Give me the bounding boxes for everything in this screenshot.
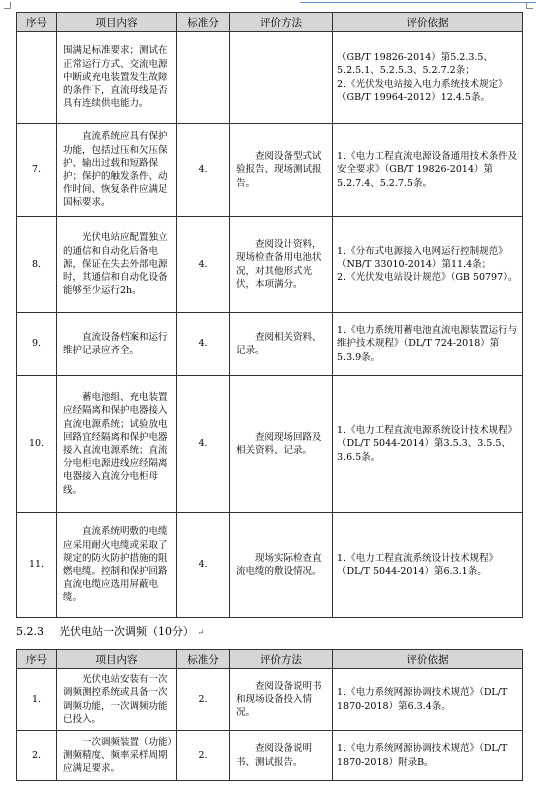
header-method: 评价方法 [230,13,333,32]
header-method: 评价方法 [230,650,333,669]
row-no [17,32,57,124]
table-header-row [17,13,523,32]
row-basis: 1.《电力工程直流电源系统设计技术规程》（DL/T 5044-2014）第3.5.3、3.5.5、3.6.5条。 [333,376,523,513]
row-no: 2. [17,731,57,781]
row-score: 4. [177,376,230,513]
section-heading [16,623,204,639]
row-item: 直流系统明敷的电缆应采用耐火电缆或采取了规定的防火防护措施的阻燃电缆。控制和保护回路直流电缆应选用屏蔽电缆。 [57,513,177,618]
table-row [17,731,523,781]
row-score: 4. [177,217,230,313]
header-score: 标准分 [177,13,230,32]
header-basis: 评价依据 [333,650,523,669]
row-method: 现场实际检查直流电缆的敷设情况。 [230,513,333,618]
row-basis: 1.《电力系统网源协调技术规范》（DL/T 1870-2018）附录B。 [333,731,523,781]
row-method: 查阅设计资料，现场检查备用电池状况，对其他形式光伏，本项满分。 [230,217,333,313]
row-no: 11. [17,513,57,618]
table-row [17,32,523,124]
row-score: 4. [177,124,230,217]
row-score: 2. [177,669,230,731]
header-no: 序号 [17,13,57,32]
row-basis: 1.《电力工程直流电源设备通用技术条件及安全要求》（GB/T 19826-2014）第5.2.7.4、5.2.7.5条。 [333,124,523,217]
table-row [17,669,523,731]
row-basis: 1.《电力工程直流系统设计技术规程》（DL/T 5044-2014）第6.3.1条。 [333,513,523,618]
section-number: 5.2.3 [16,625,44,638]
row-basis: （GB/T 19826-2014）第5.2.3.5、5.2.5.1、5.2.5.3、5.2.7.2条； 2.《光伏发电站接入电力系统技术规定》（GB/T 19964-2012）12.4.5条。 [333,32,523,124]
row-item: 一次调频装置（功能）测频精度、频率采样周期应满足要求。 [57,731,177,781]
row-score: 4. [177,313,230,376]
table-row [17,376,523,513]
row-method: 查阅设备说明书、测试报告。 [230,731,333,781]
row-score: 2. [177,731,230,781]
paragraph-mark-icon [198,628,205,637]
row-method: 查阅现场回路及相关资料、记录。 [230,376,333,513]
row-no: 8. [17,217,57,313]
header-score: 标准分 [177,650,230,669]
row-item: 蓄电池组、充电装置应经隔离和保护电器接入直流电源系统；试验放电回路宜经隔离和保护电器接入直流电源系统；直流分电柜电源进线应经隔离电器接入直流分电柜母线。 [57,376,177,513]
crop-mark-left [4,2,11,9]
table-row [17,513,523,618]
table-row [17,217,523,313]
row-item: 直流设备档案和运行维护记录应齐全。 [57,313,177,376]
header-basis: 评价依据 [333,13,523,32]
evaluation-table-frequency-regulation [16,649,523,781]
crop-mark-right [526,2,533,9]
row-score [177,32,230,124]
page-top-rule [300,2,536,3]
table-row [17,313,523,376]
row-no: 7. [17,124,57,217]
evaluation-table-dc-system [16,12,523,618]
row-method: 查阅相关资料、记录。 [230,313,333,376]
row-method: 查阅设备说明书和现场设备投入情况。 [230,669,333,731]
table-row [17,124,523,217]
row-score: 4. [177,513,230,618]
header-item: 项目内容 [57,13,177,32]
header-item: 项目内容 [57,650,177,669]
row-no: 9. [17,313,57,376]
row-basis: 1.《分布式电源接入电网运行控制规范》（NB/T 33010-2014）第11.4条； 2.《光伏发电站设计规范》（GB 50797）。 [333,217,523,313]
row-item: 围满足标准要求；测试在正常运行方式、交流电源中断或充电装置发生故障的条件下，直流母线是否具有连续供电能力。 [57,32,177,124]
row-item: 光伏电站应配置独立的通信和自动化后备电源，保证在失去外部电源时，其通信和自动化设备能够至少运行2h。 [57,217,177,313]
section-title: 光伏电站一次调频（10分） [59,625,194,638]
row-basis: 1.《电力系统用蓄电池直流电源装置运行与维护技术规程》（DL/T 724-2018）第5.3.9条。 [333,313,523,376]
header-no: 序号 [17,650,57,669]
table-header-row [17,650,523,669]
row-item: 直流系统应具有保护功能，包括过压和欠压保护、输出过载和短路保护；保护的触发条件、动作时间、恢复条件应满足国标要求。 [57,124,177,217]
row-no: 1. [17,669,57,731]
row-method [230,32,333,124]
row-no: 10. [17,376,57,513]
row-item: 光伏电站安装有一次调频测控系统或具备一次调频功能，一次调频功能已投入。 [57,669,177,731]
row-basis: 1.《电力系统网源协调技术规范》（DL/T 1870-2018）第6.3.4条。 [333,669,523,731]
row-method: 查阅设备型式试验报告、现场测试报告。 [230,124,333,217]
